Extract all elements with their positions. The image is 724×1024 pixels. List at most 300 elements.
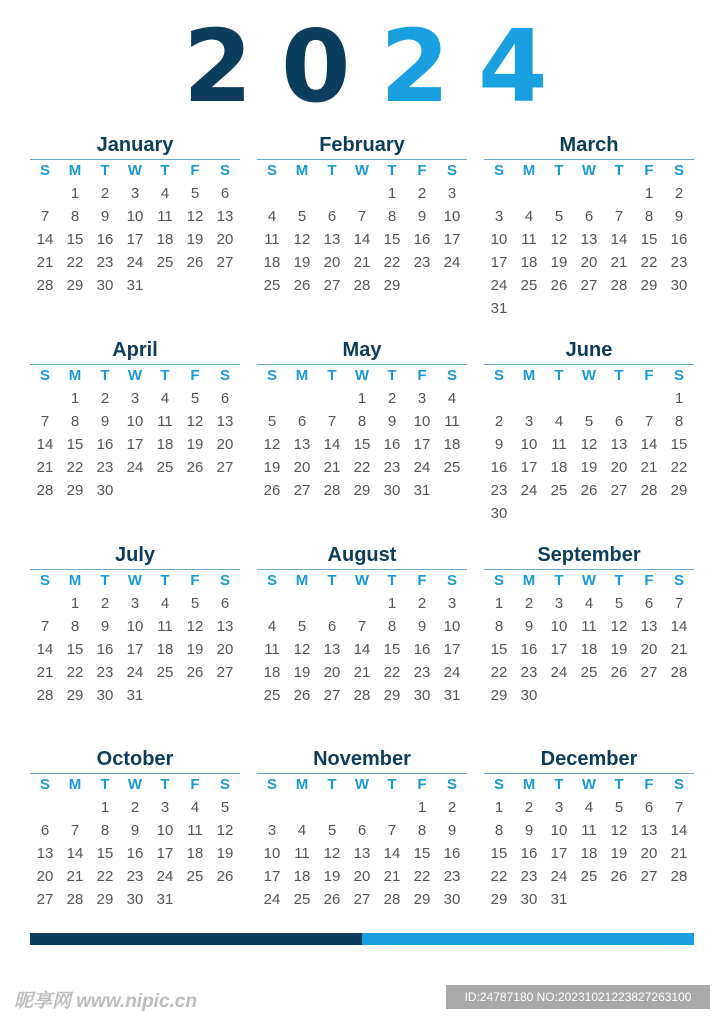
day-cell: 28 — [383, 891, 401, 908]
day-cell: 8 — [644, 208, 654, 225]
day-cell: 13 — [353, 845, 371, 862]
day-cell: 15 — [66, 231, 84, 248]
day-cell: 20 — [216, 436, 234, 453]
day-cell: 11 — [157, 413, 173, 430]
day-cell: 6 — [297, 413, 307, 430]
weekday-label: T — [160, 162, 170, 179]
weekday-label: S — [673, 162, 684, 179]
day-cell: 2 — [417, 595, 427, 612]
day-cell: 16 — [96, 231, 114, 248]
day-cell: 26 — [263, 482, 281, 499]
day-cell: 30 — [670, 277, 688, 294]
day-cell: 17 — [443, 231, 461, 248]
day-cell: 6 — [327, 208, 337, 225]
day-cell: 24 — [126, 664, 144, 681]
day-cell: 13 — [323, 641, 341, 658]
day-cell: 27 — [610, 482, 628, 499]
day-cell: 30 — [383, 482, 401, 499]
day-grid — [30, 365, 240, 502]
day-cell: 20 — [640, 641, 658, 658]
day-cell: 10 — [126, 618, 144, 635]
empty-cell — [30, 592, 60, 615]
month-august — [257, 542, 467, 707]
empty-cell — [317, 796, 347, 819]
day-cell: 19 — [293, 254, 311, 271]
day-cell: 9 — [417, 618, 427, 635]
day-cell: 21 — [353, 254, 371, 271]
empty-cell — [484, 182, 514, 205]
day-cell: 6 — [220, 595, 230, 612]
day-cell: 2 — [447, 799, 457, 816]
day-cell: 11 — [294, 845, 310, 862]
day-cell: 11 — [581, 618, 597, 635]
day-cell: 18 — [580, 641, 598, 658]
empty-cell — [574, 182, 604, 205]
day-cell: 27 — [216, 664, 234, 681]
day-cell: 30 — [443, 891, 461, 908]
weekday-label: W — [127, 162, 143, 179]
day-cell: 17 — [550, 845, 568, 862]
day-cell: 7 — [40, 618, 50, 635]
day-cell: 10 — [490, 231, 508, 248]
day-cell: 6 — [327, 618, 337, 635]
year-digit: 2 — [183, 8, 253, 125]
day-cell: 5 — [584, 413, 594, 430]
weekday-label: F — [644, 776, 654, 793]
day-cell: 10 — [156, 822, 174, 839]
day-cell: 23 — [96, 254, 114, 271]
weekday-label: M — [68, 367, 82, 384]
day-cell: 13 — [580, 231, 598, 248]
empty-cell — [317, 592, 347, 615]
weekday-label: S — [446, 367, 457, 384]
day-cell: 22 — [490, 868, 508, 885]
day-cell: 26 — [610, 868, 628, 885]
day-cell: 2 — [100, 390, 110, 407]
weekday-label: M — [295, 367, 309, 384]
day-cell: 23 — [126, 868, 144, 885]
day-cell: 26 — [610, 664, 628, 681]
day-cell: 22 — [413, 868, 431, 885]
day-cell: 25 — [263, 687, 281, 704]
day-cell: 12 — [580, 436, 598, 453]
weekday-label: S — [673, 776, 684, 793]
day-cell: 21 — [640, 459, 658, 476]
day-cell: 4 — [160, 595, 170, 612]
day-cell: 24 — [550, 868, 568, 885]
month-name: November — [313, 748, 411, 770]
day-cell: 8 — [494, 618, 504, 635]
day-cell: 4 — [297, 822, 307, 839]
day-cell: 10 — [520, 436, 538, 453]
day-cell: 6 — [220, 390, 230, 407]
day-cell: 29 — [66, 687, 84, 704]
day-cell: 2 — [524, 799, 534, 816]
weekday-label: M — [295, 162, 309, 179]
day-cell: 3 — [494, 208, 504, 225]
day-cell: 17 — [126, 436, 144, 453]
day-cell: 16 — [490, 459, 508, 476]
day-cell: 5 — [297, 208, 307, 225]
day-cell: 22 — [96, 868, 114, 885]
day-cell: 4 — [584, 595, 594, 612]
weekday-label: F — [417, 572, 427, 589]
weekday-label: S — [266, 367, 277, 384]
weekday-label: M — [522, 162, 536, 179]
day-cell: 10 — [263, 845, 281, 862]
weekday-label: S — [266, 776, 277, 793]
day-cell: 23 — [520, 868, 538, 885]
day-cell: 30 — [520, 687, 538, 704]
day-cell: 19 — [186, 436, 204, 453]
weekday-label: T — [327, 367, 337, 384]
day-cell: 15 — [66, 641, 84, 658]
day-cell: 20 — [216, 231, 234, 248]
weekday-label: W — [581, 776, 597, 793]
day-cell: 19 — [216, 845, 234, 862]
day-cell: 9 — [130, 822, 140, 839]
day-cell: 1 — [644, 185, 654, 202]
day-cell: 27 — [580, 277, 598, 294]
day-cell: 17 — [550, 641, 568, 658]
day-cell: 9 — [447, 822, 457, 839]
weekday-label: S — [39, 162, 50, 179]
weekday-label: S — [39, 572, 50, 589]
day-cell: 16 — [96, 436, 114, 453]
day-cell: 12 — [216, 822, 234, 839]
day-cell: 12 — [610, 822, 628, 839]
day-cell: 3 — [267, 822, 277, 839]
weekday-label: W — [581, 367, 597, 384]
weekday-label: S — [493, 776, 504, 793]
day-cell: 17 — [413, 436, 431, 453]
day-cell: 1 — [70, 595, 80, 612]
month-november — [257, 746, 467, 911]
day-grid — [30, 160, 240, 297]
day-cell: 31 — [156, 891, 174, 908]
day-cell: 17 — [126, 641, 144, 658]
day-cell: 18 — [186, 845, 204, 862]
day-cell: 1 — [674, 390, 684, 407]
day-grid — [257, 365, 467, 502]
day-cell: 21 — [383, 868, 401, 885]
weekday-label: T — [554, 776, 564, 793]
day-cell: 24 — [443, 664, 461, 681]
day-cell: 23 — [96, 664, 114, 681]
weekday-label: S — [446, 572, 457, 589]
day-cell: 29 — [96, 891, 114, 908]
day-cell: 8 — [100, 822, 110, 839]
day-cell: 3 — [160, 799, 170, 816]
day-cell: 17 — [520, 459, 538, 476]
day-cell: 27 — [353, 891, 371, 908]
day-cell: 23 — [383, 459, 401, 476]
day-cell: 15 — [490, 641, 508, 658]
day-cell: 16 — [383, 436, 401, 453]
weekday-label: S — [673, 572, 684, 589]
weekday-label: S — [219, 776, 230, 793]
empty-cell — [287, 182, 317, 205]
day-cell: 11 — [187, 822, 203, 839]
day-cell: 14 — [36, 641, 54, 658]
weekday-label: T — [554, 572, 564, 589]
day-cell: 16 — [126, 845, 144, 862]
day-cell: 30 — [520, 891, 538, 908]
month-december — [484, 746, 694, 911]
day-cell: 15 — [96, 845, 114, 862]
weekday-label: S — [219, 572, 230, 589]
day-cell: 9 — [524, 822, 534, 839]
day-cell: 10 — [443, 208, 461, 225]
day-cell: 1 — [387, 595, 397, 612]
day-cell: 17 — [490, 254, 508, 271]
day-cell: 19 — [293, 664, 311, 681]
day-cell: 20 — [580, 254, 598, 271]
day-cell: 19 — [610, 641, 628, 658]
day-cell: 4 — [267, 208, 277, 225]
month-name: June — [565, 339, 613, 361]
day-cell: 29 — [490, 891, 508, 908]
day-cell: 7 — [70, 822, 80, 839]
day-cell: 10 — [550, 618, 568, 635]
empty-cell — [347, 592, 377, 615]
day-cell: 19 — [580, 459, 598, 476]
day-cell: 31 — [550, 891, 568, 908]
month-name: April — [112, 339, 158, 361]
day-cell: 2 — [494, 413, 504, 430]
day-cell: 21 — [670, 845, 688, 862]
day-cell: 21 — [66, 868, 84, 885]
weekday-label: T — [387, 776, 397, 793]
empty-cell — [60, 796, 90, 819]
day-cell: 28 — [36, 687, 54, 704]
weekday-label: T — [614, 367, 624, 384]
month-february — [257, 132, 467, 297]
month-name: October — [96, 748, 174, 770]
day-cell: 23 — [413, 664, 431, 681]
day-cell: 12 — [550, 231, 568, 248]
month-march — [484, 132, 694, 320]
day-cell: 3 — [447, 185, 457, 202]
weekday-label: T — [160, 776, 170, 793]
weekday-label: T — [614, 572, 624, 589]
year-digit: 2 — [380, 8, 450, 125]
day-cell: 19 — [186, 231, 204, 248]
day-cell: 4 — [447, 390, 457, 407]
weekday-label: F — [644, 162, 654, 179]
day-cell: 19 — [263, 459, 281, 476]
weekday-label: S — [219, 367, 230, 384]
weekday-label: F — [190, 572, 200, 589]
day-cell: 7 — [644, 413, 654, 430]
day-cell: 11 — [551, 436, 567, 453]
day-cell: 12 — [293, 231, 311, 248]
weekday-label: F — [644, 367, 654, 384]
day-cell: 14 — [353, 641, 371, 658]
day-cell: 29 — [383, 277, 401, 294]
day-cell: 1 — [100, 799, 110, 816]
day-cell: 24 — [490, 277, 508, 294]
day-cell: 7 — [674, 799, 684, 816]
day-cell: 9 — [524, 618, 534, 635]
day-cell: 11 — [157, 208, 173, 225]
empty-cell — [544, 387, 574, 410]
day-cell: 21 — [610, 254, 628, 271]
day-cell: 7 — [387, 822, 397, 839]
weekday-label: W — [127, 572, 143, 589]
day-cell: 8 — [387, 208, 397, 225]
day-cell: 16 — [443, 845, 461, 862]
day-cell: 17 — [443, 641, 461, 658]
day-cell: 5 — [190, 595, 200, 612]
weekday-label: M — [522, 367, 536, 384]
day-cell: 7 — [357, 208, 367, 225]
day-cell: 29 — [353, 482, 371, 499]
empty-cell — [30, 387, 60, 410]
day-cell: 4 — [160, 390, 170, 407]
day-cell: 16 — [96, 641, 114, 658]
day-cell: 5 — [190, 185, 200, 202]
day-cell: 9 — [100, 413, 110, 430]
day-cell: 8 — [70, 618, 80, 635]
day-cell: 7 — [40, 413, 50, 430]
day-cell: 9 — [100, 208, 110, 225]
day-cell: 21 — [36, 664, 54, 681]
empty-cell — [544, 182, 574, 205]
day-cell: 25 — [156, 254, 174, 271]
empty-cell — [604, 182, 634, 205]
day-cell: 14 — [670, 822, 688, 839]
empty-cell — [257, 592, 287, 615]
day-cell: 8 — [417, 822, 427, 839]
day-cell: 20 — [640, 845, 658, 862]
weekday-label: F — [417, 367, 427, 384]
day-cell: 29 — [66, 277, 84, 294]
day-cell: 16 — [520, 845, 538, 862]
day-cell: 24 — [263, 891, 281, 908]
day-grid — [484, 365, 694, 525]
day-cell: 12 — [293, 641, 311, 658]
day-cell: 7 — [40, 208, 50, 225]
day-cell: 27 — [640, 664, 658, 681]
day-cell: 25 — [156, 664, 174, 681]
day-cell: 22 — [640, 254, 658, 271]
day-cell: 18 — [550, 459, 568, 476]
day-cell: 25 — [186, 868, 204, 885]
day-cell: 14 — [36, 436, 54, 453]
day-cell: 6 — [644, 595, 654, 612]
day-cell: 10 — [550, 822, 568, 839]
day-cell: 29 — [490, 687, 508, 704]
day-cell: 30 — [413, 687, 431, 704]
day-cell: 10 — [413, 413, 431, 430]
empty-cell — [604, 387, 634, 410]
weekday-label: M — [68, 776, 82, 793]
day-cell: 9 — [674, 208, 684, 225]
day-cell: 1 — [70, 390, 80, 407]
day-cell: 25 — [520, 277, 538, 294]
empty-cell — [317, 182, 347, 205]
day-cell: 8 — [494, 822, 504, 839]
day-cell: 6 — [220, 185, 230, 202]
day-cell: 2 — [130, 799, 140, 816]
day-cell: 15 — [66, 436, 84, 453]
day-grid — [257, 160, 467, 297]
day-cell: 8 — [674, 413, 684, 430]
day-cell: 14 — [36, 231, 54, 248]
weekday-label: W — [354, 776, 370, 793]
weekday-label: W — [354, 367, 370, 384]
day-cell: 26 — [186, 459, 204, 476]
day-cell: 15 — [353, 436, 371, 453]
weekday-label: T — [327, 776, 337, 793]
day-cell: 16 — [670, 231, 688, 248]
day-cell: 15 — [670, 436, 688, 453]
day-cell: 10 — [126, 413, 144, 430]
day-cell: 13 — [323, 231, 341, 248]
empty-cell — [257, 387, 287, 410]
day-cell: 15 — [383, 231, 401, 248]
day-cell: 28 — [670, 868, 688, 885]
weekday-label: T — [614, 776, 624, 793]
day-cell: 5 — [614, 799, 624, 816]
day-cell: 17 — [126, 231, 144, 248]
day-cell: 24 — [126, 459, 144, 476]
day-cell: 31 — [443, 687, 461, 704]
month-name: July — [114, 544, 156, 566]
weekday-label: F — [417, 776, 427, 793]
day-cell: 12 — [186, 618, 204, 635]
day-cell: 11 — [521, 231, 537, 248]
day-cell: 12 — [323, 845, 341, 862]
day-cell: 7 — [614, 208, 624, 225]
day-cell: 24 — [443, 254, 461, 271]
weekday-label: M — [68, 572, 82, 589]
day-cell: 2 — [417, 185, 427, 202]
day-cell: 24 — [126, 254, 144, 271]
day-cell: 23 — [413, 254, 431, 271]
day-cell: 9 — [387, 413, 397, 430]
weekday-label: T — [100, 572, 110, 589]
day-cell: 22 — [670, 459, 688, 476]
day-cell: 28 — [353, 687, 371, 704]
weekday-label: M — [522, 776, 536, 793]
day-cell: 25 — [580, 868, 598, 885]
month-name: January — [96, 134, 174, 156]
day-cell: 13 — [640, 618, 658, 635]
day-cell: 26 — [186, 664, 204, 681]
watermark-site: 昵享网 www.nipic.cn — [14, 991, 197, 1012]
month-name: December — [540, 748, 638, 770]
month-name: May — [342, 339, 382, 361]
day-cell: 27 — [293, 482, 311, 499]
day-cell: 11 — [264, 641, 280, 658]
day-cell: 22 — [383, 664, 401, 681]
day-cell: 31 — [490, 300, 508, 317]
day-cell: 22 — [66, 459, 84, 476]
day-cell: 24 — [550, 664, 568, 681]
day-cell: 7 — [357, 618, 367, 635]
empty-cell — [347, 796, 377, 819]
day-grid — [30, 774, 240, 911]
day-cell: 11 — [444, 413, 460, 430]
day-grid — [257, 774, 467, 911]
weekday-label: S — [493, 162, 504, 179]
day-cell: 20 — [610, 459, 628, 476]
weekday-label: F — [644, 572, 654, 589]
month-january — [30, 132, 240, 297]
day-cell: 18 — [156, 641, 174, 658]
